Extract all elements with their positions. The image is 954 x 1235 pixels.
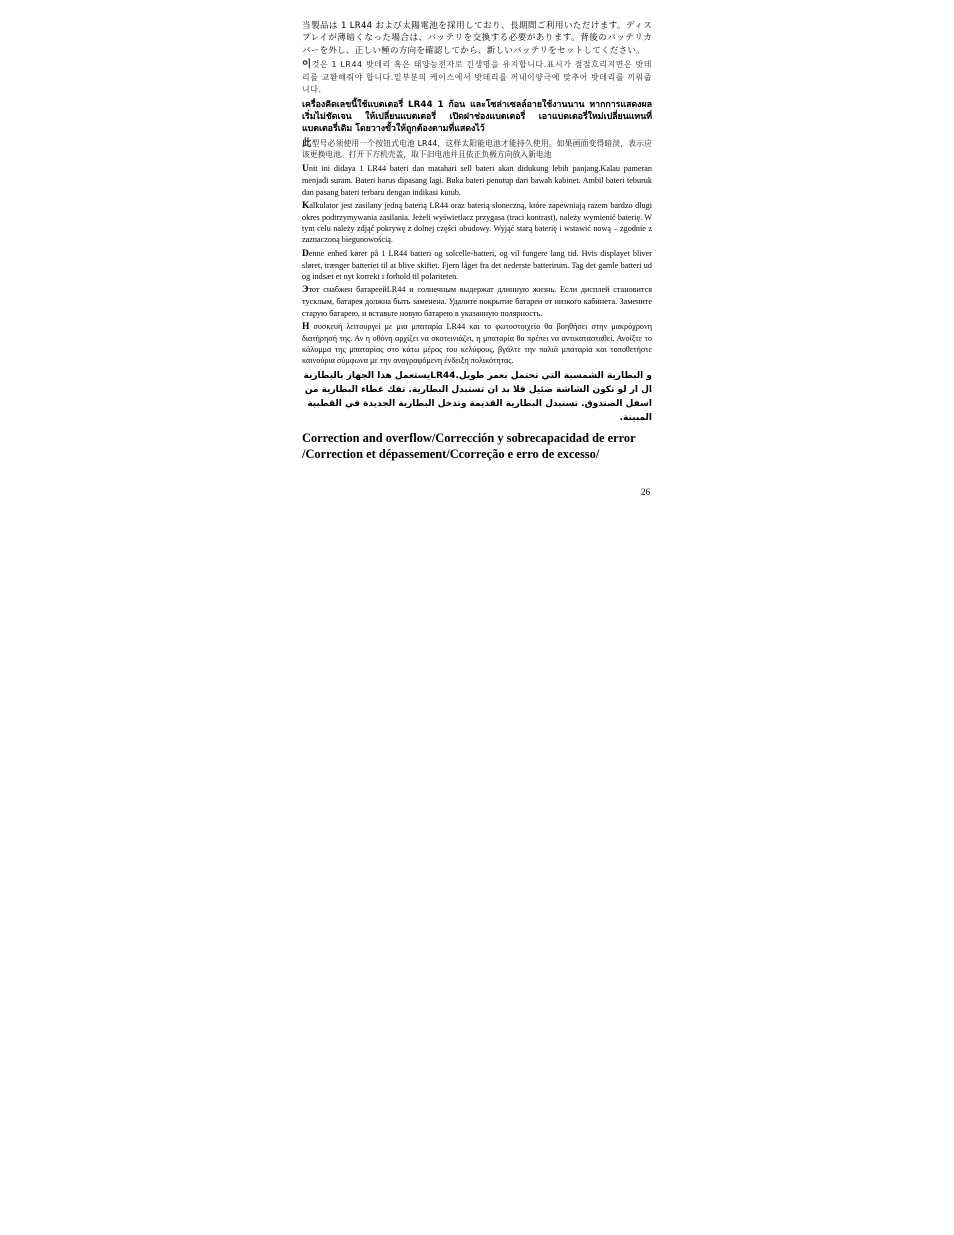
lead-letter: Э bbox=[302, 285, 309, 296]
manual-page bbox=[302, 20, 652, 462]
paragraph-russian bbox=[302, 284, 652, 319]
paragraph-text: 型号必须使用一个按钮式电池 LR44，这样太阳能电池才能持久使用。如果画面变得暗淡，表示应该更换电池。打开下方机壳盖，取下旧电池并且依正负极方向放入新电池 bbox=[302, 138, 652, 160]
paragraph-polish bbox=[302, 200, 652, 246]
paragraph-korean bbox=[302, 59, 652, 97]
paragraph-thai: เครื่องคิดเลขนี้ใช้แบตเตอรี่ LR44 1 ก้อน และโซล่าเซลล์อายใช้งานนาน หากการแสดงผลเริ่มไม่ชัดเจน ให้เปลี่ยนแบตเตอรี่ เปิดฝาช่องแบตเตอรี่ เอาแบตเตอรี่ใหม่เปลี่ยนแทนที่แบตเตอรี่เดิม โดยวางขั้วให้ถูกต้องตามที่แสดงไว้ bbox=[302, 100, 652, 135]
paragraph-japanese: 当製品は 1 LR44 および太陽電池を採用しており、長期間ご利用いただけます。ディスプレイが薄暗くなった場合は、バッテリを交換する必要があります。背後のバッテリカバーを外し、正しい極の方向を確認してから、新しいバッテリをセットしてください。 bbox=[302, 21, 652, 56]
paragraph-indonesian bbox=[302, 163, 652, 198]
paragraph-arabic: و البطارية الشمسية التي تحتمل بعمر طويل.LR44يستعمل هذا الجهاز بالبطارية ال ار لو تكون الشاشة ضئيل فلا بد ان تستبدل البطارية. تفك غطاء البطارية من اسفل الصندوق. تستبدل البطارية القديمة وتدخل البطارية الجديدة في القطبية المبينة. bbox=[303, 370, 652, 424]
paragraph-text: συσκευή λειτουργεί με μια μπαταρία LR44 και το φωτοστοιχείο θα βοηθήσει στην μακρόχρονη διατήρησή της. Αν η οθόνη αρχίζει να σκοτεινιάζει, η μπαταρία θα πρέπει να αντικατασταθεί. Ανοίξτε το κάλυμμα της μπαταρίας στο κάτω μέρος του κελύφους, βγάλτε την παλιά μπαταρία και τοποθετήστε καινούρια σύμφωνα με την αναγραφόμενη ένδειξη πολικότητας. bbox=[302, 321, 652, 366]
lead-letter: 此 bbox=[302, 137, 312, 149]
paragraph-chinese bbox=[302, 138, 652, 162]
section-heading: Correction and overflow/Corrección y sobrecapacidad de error /Correction et dépassement/Ccorreção e erro de excesso/ bbox=[302, 431, 636, 461]
paragraph-text: 것은 1 LR44 밧데리 혹은 태양능전자로 긴생명을 유지합니다.표시가 점점흐리지면은 밧데리를 교환해줘야 합니다.밑부분의 케이스에서 밧데리를 꺼내이양극에 맞추어 밧데리를 끼워줍니다. bbox=[302, 60, 652, 95]
paragraph-text: enne enhed kører på 1 LR44 batteri og solcelle-batteri, og vil fungere lang tid. Hvis displayet bliver sløret, trænger batteriet til at blive skiftet. Fjern låget fra det nederste batterirum. Tag det gamle batteri ud og indsæt et nyt korrekt i forhold til polariteten. bbox=[302, 248, 652, 282]
paragraph-danish bbox=[302, 248, 652, 283]
page-number: 26 bbox=[641, 487, 650, 497]
lead-letter: 이 bbox=[302, 59, 312, 71]
lead-letter: Η bbox=[302, 321, 310, 332]
paragraph-text: alkulator jest zasilany jedną baterią LR44 oraz baterią słoneczną, które zapewniają razem bardzo długi okres podtrzymywania zasilania. Jeżeli wyświetlacz przygasa (traci kontrast), należy wymienić baterię. W tym celu należy zdjąć pokrywę z dolnej części obudowy. Wyjąć starą baterię i wstawić nową – zgodnie z zaznaczoną biegunowością. bbox=[302, 200, 652, 245]
paragraph-text: nit ini didaya 1 LR44 bateri dan matahari sell bateri akan didukung lebih panjang.Kalau pameran menjadi suram. Bateri harus dipasang lagi. Buka bateri penutup dari bawah kabinet. Ambil bateri teburuk dan pasang bateri terbaru dengan indikasi kutub. bbox=[302, 164, 652, 197]
paragraph-text: тот снабжен батареейLR44 и солнечным выдержат длинную жизнь. Если дисплей становится тусклым, батарея должна быть заменена. Удалите покрытие батареи от низкого кабинета. Замените старую батарею, и вставьте новую батарею в указанную полярность. bbox=[302, 285, 652, 318]
lead-letter: K bbox=[302, 200, 310, 211]
lead-letter: U bbox=[302, 164, 309, 175]
lead-letter: D bbox=[302, 248, 309, 259]
paragraph-greek bbox=[302, 321, 652, 367]
